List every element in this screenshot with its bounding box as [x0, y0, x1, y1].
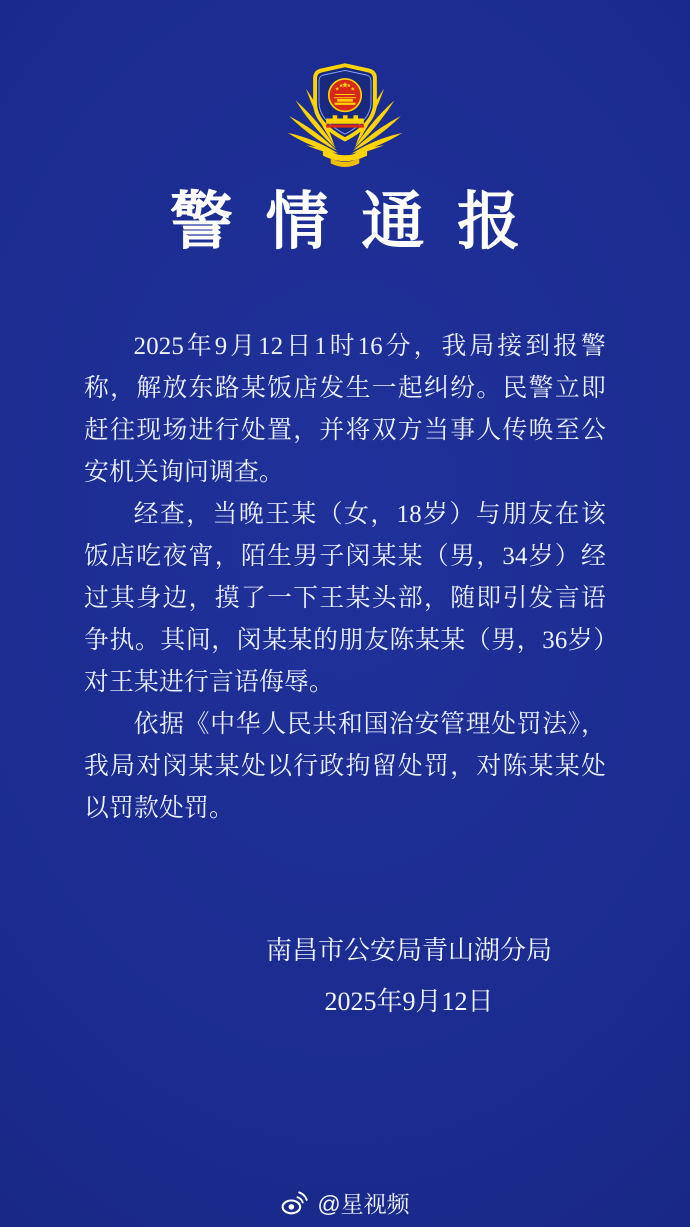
- watermark: [0, 1186, 690, 1219]
- watermark-handle: @星视频: [317, 1191, 410, 1217]
- notice-title-text: 警情通报: [169, 187, 553, 257]
- notice-body: [84, 326, 606, 830]
- signature-block: [64, 928, 690, 1024]
- notice-paragraph-1: 2025年9月12日1时16分，我局接到报警称，解放东路某饭店发生一起纠纷。民警立即赶往现场进行处置，并将双方当事人传唤至公安机关询问调查。: [84, 333, 606, 486]
- notice-paragraph-2: 经查，当晚王某（女，18岁）与朋友在该饭店吃夜宵，陌生男子闵某某（男，34岁）经过其身边，摸了一下王某头部，随即引发言语争执。其间，闵某某的朋友陈某某（男，36岁）对王某进行言语侮辱。: [84, 501, 606, 696]
- notice-title: [0, 186, 690, 258]
- police-badge-icon: [280, 56, 410, 172]
- issuing-agency: 南昌市公安局青山湖分局: [265, 936, 552, 965]
- weibo-icon: [280, 1190, 308, 1215]
- issue-date: 2025年9月12日: [324, 987, 494, 1016]
- notice-paragraph-3: 依据《中华人民共和国治安管理处罚法》，我局对闵某某处以行政拘留处罚，对陈某某处以罚款处罚。: [84, 711, 606, 822]
